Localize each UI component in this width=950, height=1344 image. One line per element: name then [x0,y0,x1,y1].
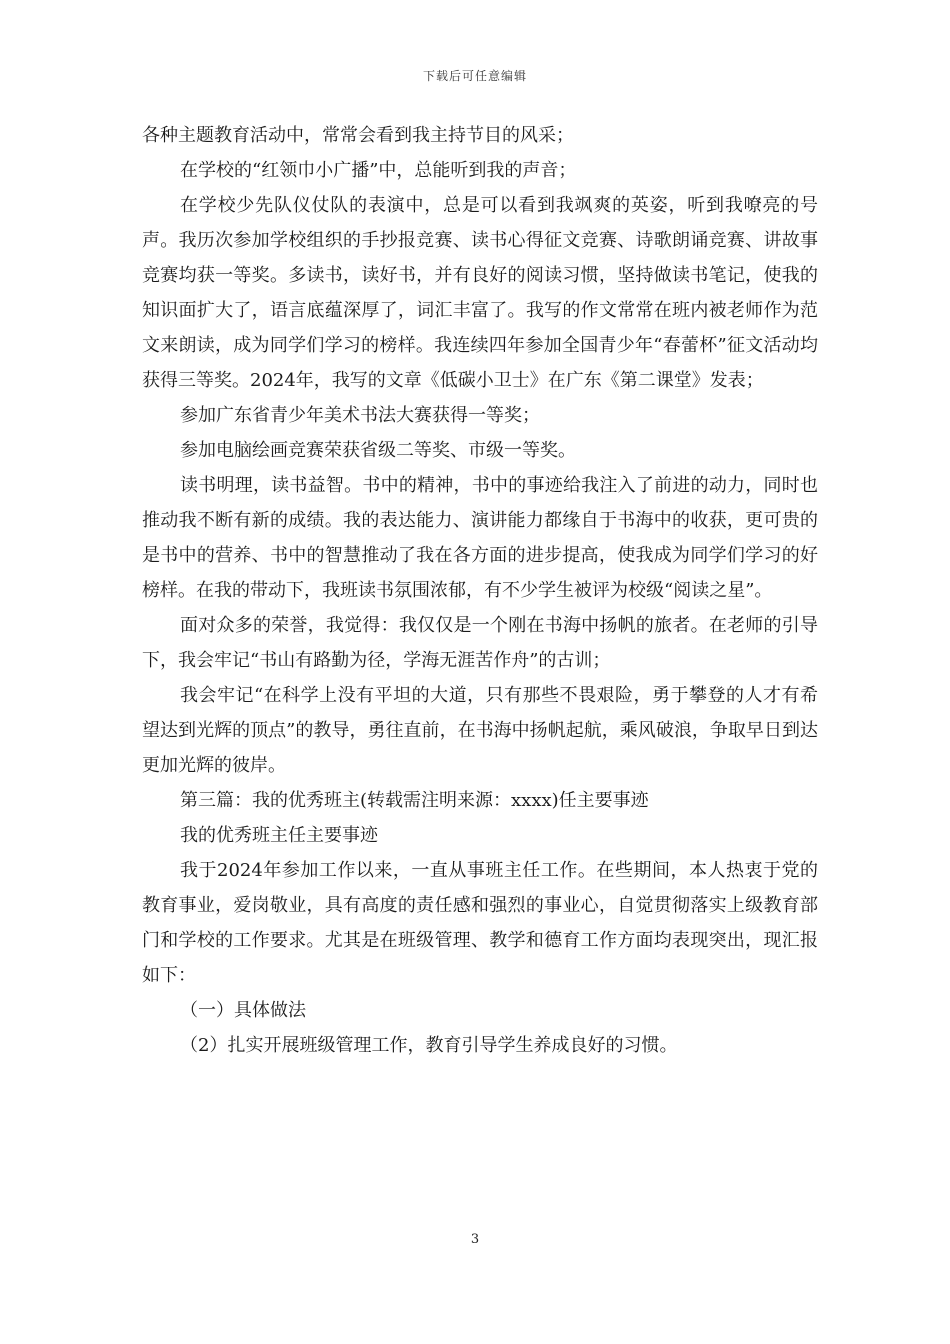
page-header: 下载后可任意编辑 [422,69,527,83]
paragraph: 在学校的“红领巾小广播”中，总能听到我的声音； [180,160,577,181]
paragraph: 参加电脑绘画竞赛荣获省级二等奖、市级一等奖。 [180,440,576,461]
list-item: （2）扎实开展班级管理工作，教育引导学生养成良好的习惯。 [180,1035,678,1056]
paragraph: 在学校少先队仪仗队的表演中，总是可以看到我飒爽的英姿，听到我嘹亮的号声。我历次参加学校组织的手抄报竞赛、读书心得征文竞赛、诗歌朗诵竞赛、讲故事竞赛均获一等奖。多读书，读好书，并有良好的阅读习惯，坚持做读书笔记，使我的知识面扩大了，语言底蕴深厚了，词汇丰富了。我写的作文常常在班内被老师作为范文来朗读，成为同学们学习的榜样。我连续四年参加全国青少年“春蕾杯”征文活动均获得三等奖。2024年，我写的文章《低碳小卫士》在广东《第二课堂》发表； [142,195,818,391]
paragraph: 我于2024年参加工作以来，一直从事班主任工作。在些期间，本人热衷于党的教育事业，爱岗敬业，具有高度的责任感和强烈的事业心，自觉贯彻落实上级教育部门和学校的工作要求。尤其是在班级管理、教学和德育工作方面均表现突出，现汇报如下： [142,860,818,986]
section-heading: 第三篇：我的优秀班主(转载需注明来源：xxxx)任主要事迹 [180,790,649,811]
page-number: 3 [470,1232,480,1247]
subsection-title: 我的优秀班主任主要事迹 [180,825,378,846]
document-body [142,118,818,1063]
paragraph: 我会牢记“在科学上没有平坦的大道，只有那些不畏艰险，勇于攀登的人才有希望达到光辉的顶点”的教导，勇往直前，在书海中扬帆起航，乘风破浪，争取早日到达更加光辉的彼岸。 [142,685,818,776]
paragraph: 各种主题教育活动中，常常会看到我主持节目的风采； [142,125,574,146]
paragraph: 参加广东省青少年美术书法大赛获得一等奖； [180,405,540,426]
list-heading: （一）具体做法 [180,1000,306,1021]
paragraph: 读书明理，读书益智。书中的精神，书中的事迹给我注入了前进的动力，同时也推动我不断有新的成绩。我的表达能力、演讲能力都缘自于书海中的收获，更可贵的是书中的营养、书中的智慧推动了我在各方面的进步提高，使我成为同学们学习的好榜样。在我的带动下，我班读书氛围浓郁，有不少学生被评为校级“阅读之星”。 [142,475,818,601]
paragraph: 面对众多的荣誉，我觉得：我仅仅是一个刚在书海中扬帆的旅者。在老师的引导下，我会牢记“书山有路勤为径，学海无涯苦作舟”的古训； [142,615,818,671]
